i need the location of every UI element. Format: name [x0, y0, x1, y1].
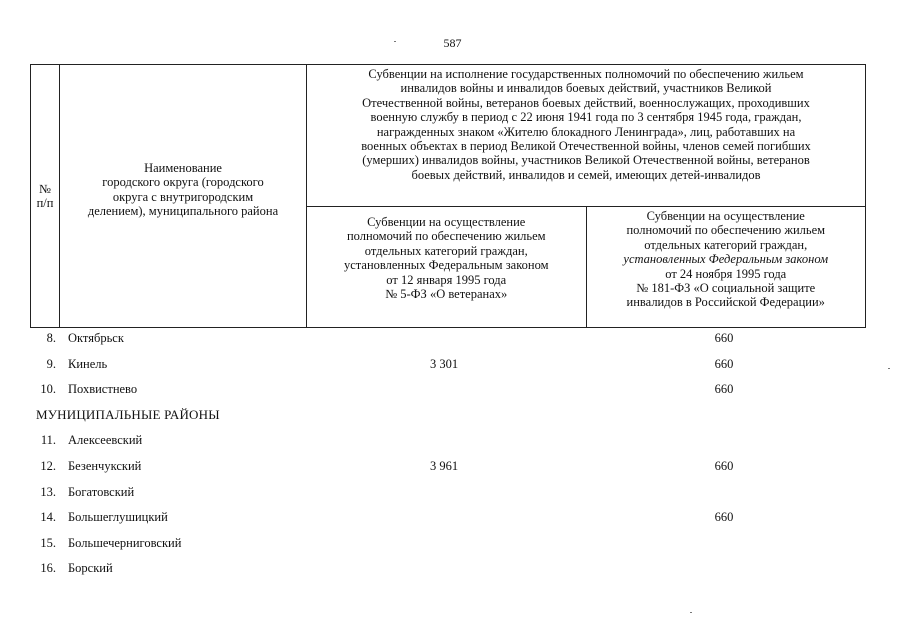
veterans-subvention-value: 3 961: [429, 458, 459, 473]
table-row: [30, 430, 866, 456]
veterans-law-line: Субвенции на осуществление: [367, 215, 526, 229]
table-row: [30, 558, 866, 584]
disabled-subvention-value: 660: [714, 458, 734, 473]
municipality-name: Похвистнево: [68, 382, 138, 397]
table-row: [30, 533, 866, 559]
municipality-name: Безенчукский: [68, 458, 142, 473]
row-number: 16.: [40, 561, 56, 576]
subventions-title-line: (умерших) инвалидов войны, участников Великой Отечественной войны, ветеранов: [362, 153, 810, 168]
table-row: [30, 482, 866, 508]
scan-speck: [888, 368, 890, 369]
column-header-name-line: округа с внутригородским: [112, 189, 254, 204]
row-number: 15.: [40, 535, 56, 550]
municipality-name: Кинель: [68, 356, 108, 371]
section-heading-row: [30, 405, 866, 431]
municipality-name: Борский: [68, 561, 113, 576]
row-number: 11.: [40, 433, 56, 448]
column-header-name-line: Наименование: [144, 161, 222, 175]
subventions-title-line: боевых действий, инвалидов и семей, имеющих детей-инвалидов: [411, 167, 761, 182]
subventions-title-line: Субвенции на исполнение государственных полномочий по обеспечению жильем: [368, 67, 804, 81]
veterans-law-line: установленных Федеральным законом: [344, 258, 549, 273]
disabled-law-line: полномочий по обеспечению жильем: [626, 223, 826, 238]
disabled-law-line: Субвенции на осуществление: [646, 209, 805, 223]
page-number: 587: [443, 36, 462, 50]
row-number: 10.: [40, 382, 56, 397]
municipality-name: Октябрьск: [68, 331, 124, 345]
subventions-title-line: военную службу в период с 22 июня 1941 года по 3 сентября 1945 года, граждан,: [370, 110, 802, 125]
veterans-law-line: отдельных категорий граждан,: [364, 243, 528, 258]
disabled-law-line: № 181-ФЗ «О социальной защите: [636, 281, 816, 296]
column-header-name-line: делением), муниципального района: [87, 204, 279, 219]
table-row: [30, 507, 866, 533]
veterans-law-line: № 5-ФЗ «О ветеранах»: [385, 287, 508, 302]
table-row: [30, 456, 866, 482]
column-header-number-line: п/п: [36, 196, 54, 210]
column-header-disabled-law: [586, 207, 866, 328]
subventions-title-line: Отечественной войны, ветеранов боевых действий, военнослужащих, проходивших: [362, 95, 810, 110]
veterans-law-line: от 12 января 1995 года: [386, 272, 507, 287]
municipality-name: Алексеевский: [68, 433, 143, 448]
disabled-subvention-value: 660: [714, 510, 734, 525]
row-number: 8.: [46, 331, 56, 345]
disabled-law-line: отдельных категорий граждан,: [644, 237, 808, 252]
row-number: 12.: [40, 458, 56, 473]
subventions-title-line: инвалидов войны и инвалидов боевых действий, участников Великой: [400, 81, 772, 96]
disabled-law-line: инвалидов в Российской Федерации»: [626, 295, 825, 310]
row-number: 14.: [40, 510, 56, 525]
column-header-name-line: городского округа (городского: [102, 175, 264, 190]
disabled-subvention-value: 660: [714, 356, 734, 371]
scan-speck: [690, 612, 692, 613]
column-header-number-line: №: [39, 181, 51, 196]
column-header-number: [31, 65, 60, 328]
row-number: 9.: [46, 356, 56, 371]
row-number: 13.: [40, 484, 56, 499]
section-heading: МУНИЦИПАЛЬНЫЕ РАЙОНЫ: [36, 406, 220, 422]
column-header-subventions: [307, 65, 866, 207]
veterans-subvention-value: 3 301: [429, 356, 459, 371]
disabled-law-line: установленных Федеральным законом: [623, 252, 829, 267]
disabled-law-line: от 24 ноября 1995 года: [665, 266, 787, 281]
scan-speck: [394, 41, 396, 42]
column-header-veterans-law: [307, 207, 587, 328]
table-header: [30, 64, 866, 328]
municipality-name: Большечерниговский: [68, 535, 182, 550]
table-row: [30, 328, 866, 354]
disabled-subvention-value: 660: [714, 382, 734, 397]
subventions-title-line: военных объектах в период Великой Отечественной войны, членов семей погибших: [361, 139, 811, 154]
municipality-name: Богатовский: [68, 484, 135, 499]
table-row: [30, 354, 866, 380]
subventions-title-line: награжденных знаком «Жителю блокадного Ленинграда», лиц, работавших на: [376, 124, 796, 139]
table-row: [30, 379, 866, 405]
municipality-name: Большеглушицкий: [68, 510, 168, 525]
column-header-name: [60, 65, 307, 328]
disabled-subvention-value: 660: [714, 331, 734, 345]
table-body: [30, 328, 866, 584]
veterans-law-line: полномочий по обеспечению жильем: [346, 229, 546, 244]
